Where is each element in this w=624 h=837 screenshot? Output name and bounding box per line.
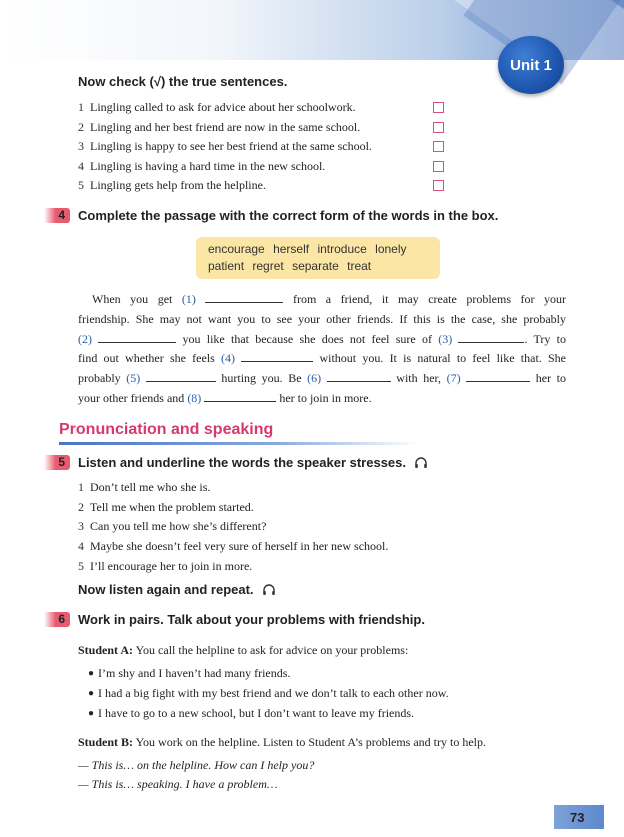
passage-text: hurting you. Be xyxy=(221,371,302,386)
checkbox[interactable] xyxy=(433,180,444,191)
blank-8[interactable] xyxy=(204,392,276,402)
exercise-number: 6 xyxy=(44,612,70,627)
checkbox[interactable] xyxy=(433,141,444,152)
student-b-text: You work on the helpline. Listen to Student A’s problems and try to help. xyxy=(135,735,487,749)
exercise-title: Listen and underline the words the speaker stresses. xyxy=(78,455,406,470)
word: patient xyxy=(208,259,245,273)
list-item xyxy=(78,118,458,138)
unit-badge: Unit 1 xyxy=(498,36,564,94)
passage-text: her to xyxy=(535,371,566,386)
item-text: Tell me when the problem started. xyxy=(90,499,254,514)
item-text: I had a big fight with my best friend and we don’t talk to each other now. xyxy=(98,685,449,700)
word-row xyxy=(208,258,428,275)
blank-5[interactable] xyxy=(146,372,216,382)
passage xyxy=(78,290,566,409)
word: treat xyxy=(347,259,372,273)
word: encourage xyxy=(208,242,265,256)
exercise-4-heading xyxy=(44,208,498,223)
page-number: 73 xyxy=(554,805,604,829)
list-item xyxy=(78,556,498,576)
gap-number: (4) xyxy=(221,351,236,366)
exercise-number: 4 xyxy=(44,208,70,223)
passage-text: from a friend, it may create problems for your xyxy=(292,292,566,306)
item-text: I have to go to a new school, but I don’t want to leave my friends. xyxy=(98,705,415,720)
list-item xyxy=(78,157,458,177)
repeat-instruction xyxy=(78,582,276,597)
gap-number: (7) xyxy=(446,371,461,386)
passage-line: friendship. She may not want you to see your other friends. If this is the case, she probably xyxy=(78,311,566,326)
list-item xyxy=(78,498,498,518)
dialogue-line: — This is… on the helpline. How can I help you? xyxy=(78,758,315,772)
exercise-6-heading xyxy=(44,612,425,627)
blank-6[interactable] xyxy=(327,372,391,382)
gap-number: (3) xyxy=(438,331,453,346)
blank-7[interactable] xyxy=(466,372,530,382)
word-box xyxy=(196,237,440,279)
passage-text: find out whether she feels xyxy=(78,351,215,366)
true-false-list xyxy=(78,98,458,196)
item-number: 5 xyxy=(78,558,84,573)
passage-line xyxy=(78,349,566,369)
list-item xyxy=(78,137,458,157)
checkbox[interactable] xyxy=(433,161,444,172)
passage-text: with her, xyxy=(396,371,442,386)
blank-3[interactable] xyxy=(458,333,524,343)
item-number: 2 xyxy=(78,499,84,514)
word: herself xyxy=(273,242,310,256)
exercise-5-heading xyxy=(44,455,428,470)
item-text: Lingling called to ask for advice about her schoolwork. xyxy=(90,100,356,115)
item-number: 5 xyxy=(78,178,84,193)
item-text: Lingling and her best friend are now in the same school. xyxy=(90,119,361,134)
section-underline xyxy=(59,442,419,445)
gap-number: (8) xyxy=(187,390,202,405)
passage-text: . Try to xyxy=(524,331,566,346)
passage-line xyxy=(78,330,566,350)
list-item xyxy=(78,537,498,557)
repeat-text: Now listen again and repeat. xyxy=(78,582,254,597)
item-text: I’m shy and I haven’t had many friends. xyxy=(98,665,291,680)
passage-text: your other friends and xyxy=(78,390,185,405)
exercise-number: 5 xyxy=(44,455,70,470)
bullet-icon: ● xyxy=(88,707,95,719)
list-item xyxy=(88,703,449,723)
list-item xyxy=(78,478,498,498)
gap-number: (2) xyxy=(78,331,92,346)
item-number: 4 xyxy=(78,539,84,554)
student-b-label: Student B: xyxy=(78,735,134,749)
list-item xyxy=(88,683,449,703)
item-text: Can you tell me how she’s different? xyxy=(90,519,267,534)
dialogue-line: — This is… speaking. I have a problem… xyxy=(78,777,278,791)
item-text: Lingling is happy to see her best friend at the same school. xyxy=(90,139,372,154)
item-text: Maybe she doesn’t feel very sure of herself in her new school. xyxy=(90,539,389,554)
word: lonely xyxy=(375,242,407,256)
checkbox[interactable] xyxy=(433,122,444,133)
passage-text: you like that because she does not feel sure of xyxy=(182,331,432,346)
item-number: 1 xyxy=(78,100,84,115)
gap-number: (1) xyxy=(181,292,196,306)
item-text: Lingling gets help from the helpline. xyxy=(90,178,266,193)
list-item xyxy=(78,176,458,196)
list-item xyxy=(88,663,449,683)
sentence-list xyxy=(78,478,498,576)
checkbox[interactable] xyxy=(433,102,444,113)
item-text: Lingling is having a hard time in the new school. xyxy=(90,158,326,173)
passage-line xyxy=(78,290,566,310)
list-item xyxy=(78,98,458,118)
headphones-icon[interactable] xyxy=(262,583,276,597)
blank-1[interactable] xyxy=(205,293,283,303)
word: regret xyxy=(252,259,284,273)
headphones-icon[interactable] xyxy=(414,456,428,470)
passage-text: without you. It is natural to feel like that. She xyxy=(319,351,566,366)
exercise-title: Work in pairs. Talk about your problems with friendship. xyxy=(78,612,425,627)
list-item xyxy=(78,517,498,537)
blank-4[interactable] xyxy=(241,352,313,362)
exercise-title: Complete the passage with the correct form of the words in the box. xyxy=(78,208,499,223)
item-number: 4 xyxy=(78,158,84,173)
student-a-label: Student A: xyxy=(78,643,134,657)
item-number: 3 xyxy=(78,519,84,534)
word: separate xyxy=(292,259,339,273)
word: introduce xyxy=(317,242,367,256)
bullet-icon: ● xyxy=(88,687,95,699)
item-text: I’ll encourage her to join in more. xyxy=(90,558,253,573)
passage-text: probably xyxy=(78,371,121,386)
gap-number: (5) xyxy=(126,371,141,386)
word-row xyxy=(208,241,428,258)
item-number: 3 xyxy=(78,139,84,154)
item-text: Don’t tell me who she is. xyxy=(90,480,211,495)
student-a-instruction xyxy=(78,643,408,658)
passage-text: When you get xyxy=(92,292,173,306)
passage-text: her to join in more. xyxy=(279,390,372,405)
item-number: 1 xyxy=(78,480,84,495)
gap-number: (6) xyxy=(307,371,322,386)
passage-line xyxy=(78,389,566,409)
blank-2[interactable] xyxy=(98,333,176,343)
student-b-instruction xyxy=(78,735,486,750)
section-title: Pronunciation and speaking xyxy=(59,421,274,438)
passage-line xyxy=(78,369,566,389)
bullet-icon: ● xyxy=(88,667,95,679)
student-a-text: You call the helpline to ask for advice on your problems: xyxy=(135,643,409,657)
item-number: 2 xyxy=(78,119,84,134)
check-title: Now check (√) the true sentences. xyxy=(78,74,288,89)
problem-list xyxy=(88,663,449,723)
